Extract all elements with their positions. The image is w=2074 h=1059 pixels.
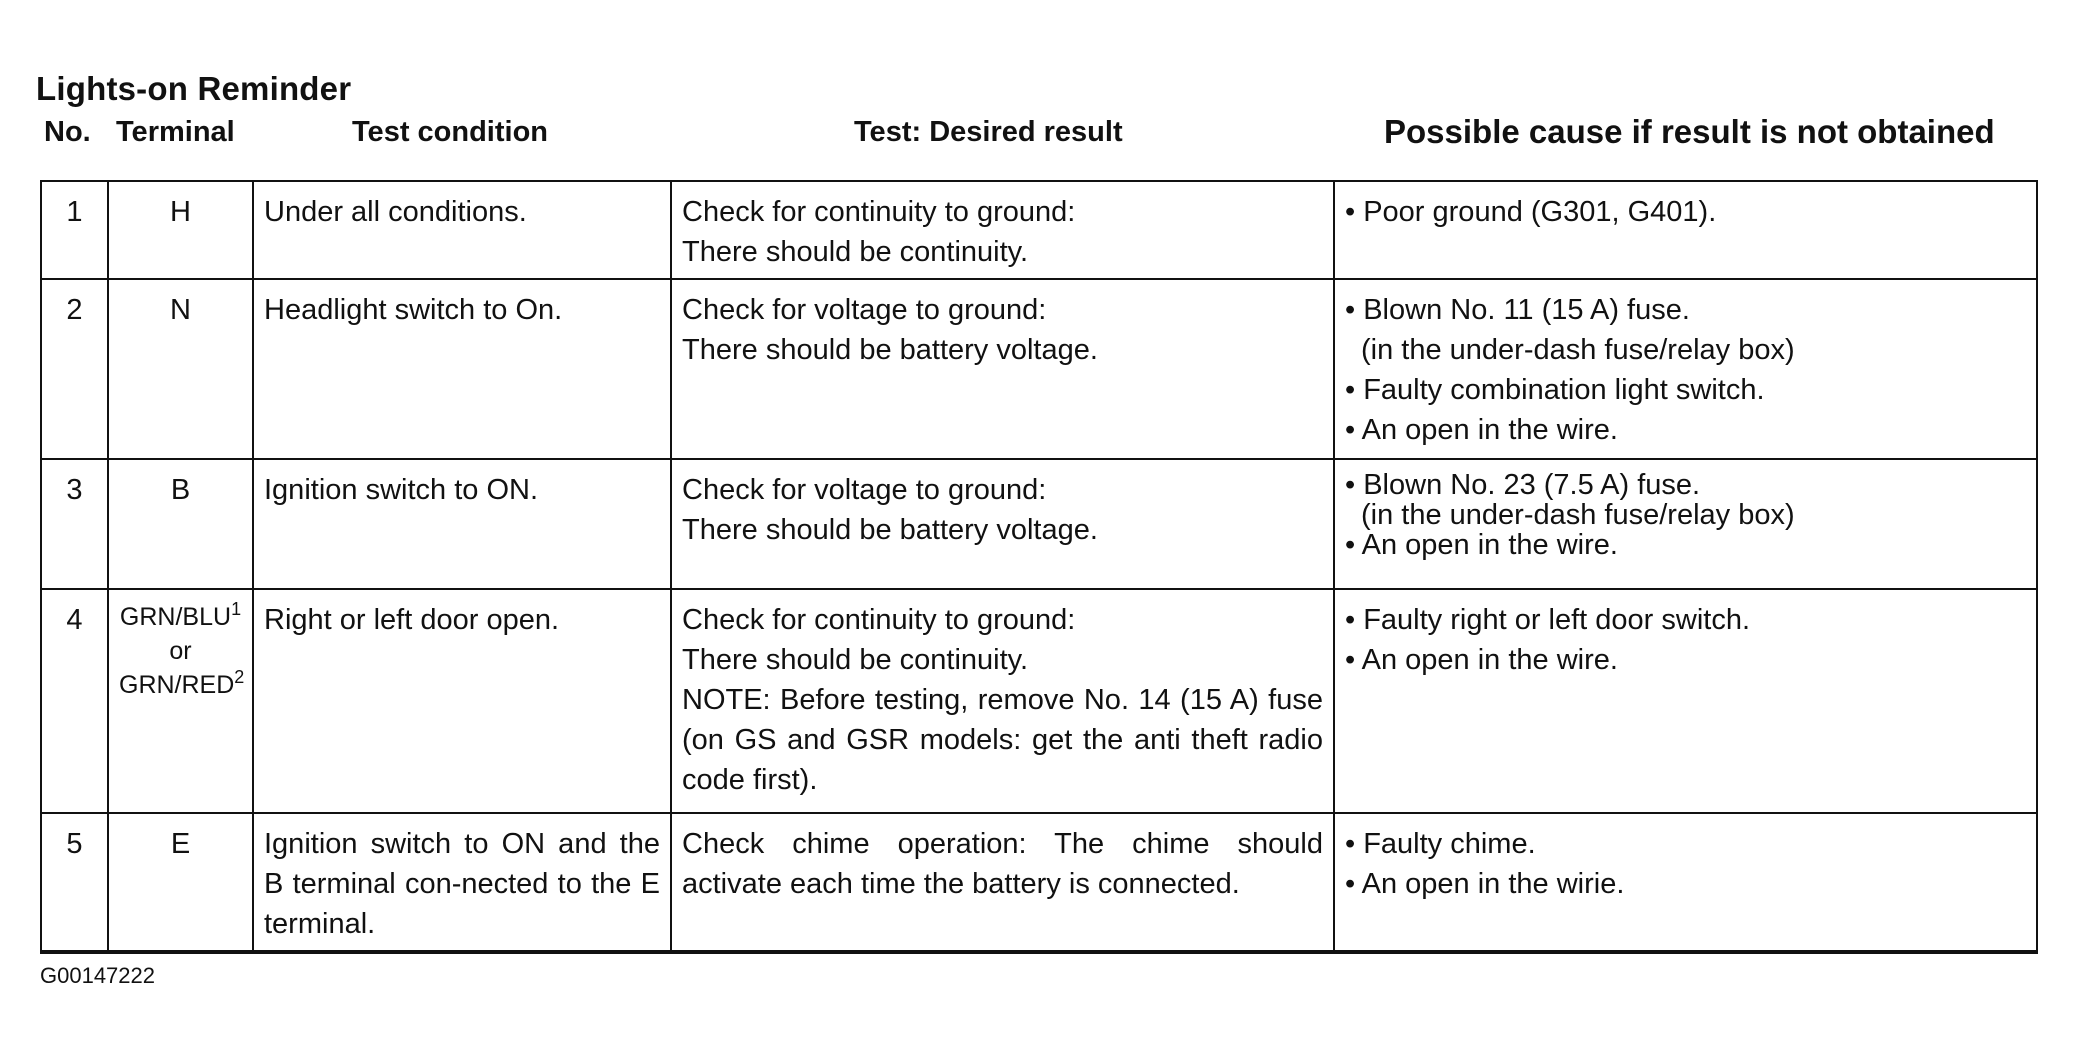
cause-item: (in the under-dash fuse/relay box) — [1361, 499, 1795, 531]
row-number: 1 — [41, 181, 108, 279]
row-number: 3 — [41, 459, 108, 589]
possible-cause-cell — [1334, 279, 2037, 459]
footnote-marker: 1 — [231, 599, 242, 619]
terminal-cell — [108, 589, 253, 813]
terminal-cell: H — [108, 181, 253, 279]
figure-id: G00147222 — [40, 963, 155, 988]
desired-result-cell — [671, 589, 1334, 813]
result-line: Check chime operation: The chime should activate each time the battery is connected. — [682, 828, 1323, 900]
desired-result-cell — [671, 813, 1334, 952]
terminal-color: GRN/RED — [119, 671, 235, 699]
row-number: 4 — [41, 589, 108, 813]
result-line: There should be battery voltage. — [682, 334, 1098, 366]
cause-item: • An open in the wire. — [1345, 529, 1618, 561]
desired-result-cell — [671, 279, 1334, 459]
result-line: Check for continuity to ground: — [682, 196, 1076, 228]
terminal-cell: B — [108, 459, 253, 589]
test-condition-cell: Headlight switch to On. — [253, 279, 671, 459]
test-condition-cell: Ignition switch to ON. — [253, 459, 671, 589]
result-line: There should be continuity. — [682, 644, 1029, 676]
table-row — [41, 813, 2037, 952]
row-number: 5 — [41, 813, 108, 952]
possible-cause-cell — [1334, 181, 2037, 279]
test-condition-cell: Ignition switch to ON and the B terminal con-nected to the E terminal. — [253, 813, 671, 952]
header-possible-cause: Possible cause if result is not obtained — [1384, 113, 1995, 150]
cause-item: • Blown No. 23 (7.5 A) fuse. — [1345, 469, 1701, 501]
cause-item: (in the under-dash fuse/relay box) — [1361, 334, 1795, 366]
terminal-line — [119, 667, 245, 702]
desired-result-cell — [671, 181, 1334, 279]
result-note: NOTE: Before testing, remove No. 14 (15 A) fuse (on GS and GSR models: get the anti theft radio code first). — [682, 684, 1323, 796]
table-row — [41, 279, 2037, 459]
cause-item: • An open in the wirie. — [1345, 868, 1625, 900]
cause-item: • Blown No. 11 (15 A) fuse. — [1345, 294, 1690, 326]
footnote-marker: 2 — [234, 667, 245, 687]
possible-cause-cell — [1334, 589, 2037, 813]
header-no: No. — [44, 116, 91, 148]
cause-item: • Faulty chime. — [1345, 828, 1536, 860]
terminal-cell: N — [108, 279, 253, 459]
test-table — [40, 180, 2038, 954]
cause-item: • Faulty right or left door switch. — [1345, 604, 1751, 636]
terminal-line — [119, 600, 242, 634]
header-test-condition: Test condition — [352, 116, 549, 148]
row-number: 2 — [41, 279, 108, 459]
possible-cause-cell — [1334, 459, 2037, 589]
result-line: There should be battery voltage. — [682, 514, 1098, 546]
test-condition-cell: Right or left door open. — [253, 589, 671, 813]
result-line: There should be continuity. — [682, 236, 1029, 268]
header-desired-result: Test: Desired result — [854, 116, 1123, 148]
cause-item: • Faulty combination light switch. — [1345, 374, 1765, 406]
table-row — [41, 181, 2037, 279]
terminal-cell: E — [108, 813, 253, 952]
terminal-color: GRN/BLU — [119, 603, 232, 631]
cause-item: • An open in the wire. — [1345, 644, 1618, 676]
result-line: Check for continuity to ground: — [682, 604, 1076, 636]
cause-item: • Poor ground (G301, G401). — [1345, 196, 1717, 228]
table-title: Lights-on Reminder — [36, 70, 352, 107]
table-row — [41, 589, 2037, 813]
result-line: Check for voltage to ground: — [682, 294, 1047, 326]
cause-item: • An open in the wire. — [1345, 414, 1618, 446]
header-terminal: Terminal — [116, 116, 235, 148]
desired-result-cell — [671, 459, 1334, 589]
terminal-line: or — [169, 637, 192, 665]
result-line: Check for voltage to ground: — [682, 474, 1047, 506]
possible-cause-cell — [1334, 813, 2037, 952]
table-row — [41, 459, 2037, 589]
test-condition-cell: Under all conditions. — [253, 181, 671, 279]
